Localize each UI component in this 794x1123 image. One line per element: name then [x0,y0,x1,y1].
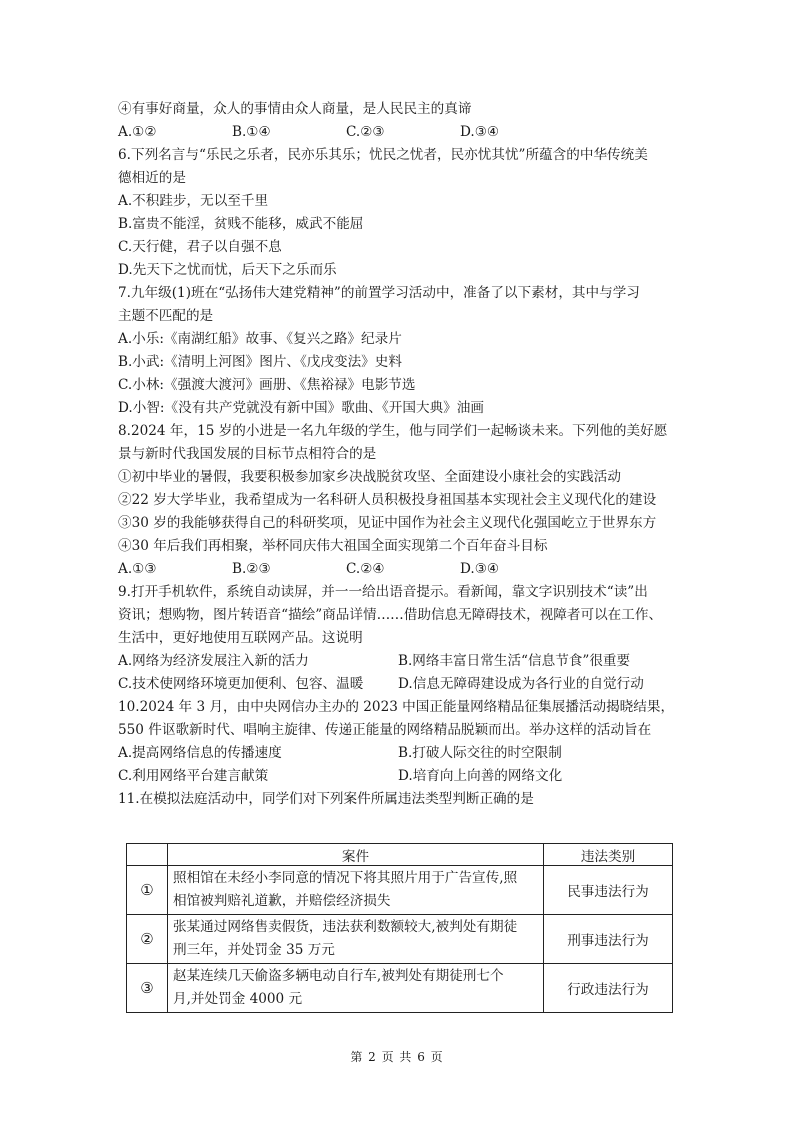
table-header-num [127,844,168,866]
case-table [126,843,673,1013]
q8-item-3: ③30 岁的我能够获得自己的科研奖项，见证中国作为社会主义现代化强国屹立于世界东方 [118,515,657,531]
case-line: 相馆被判赔礼道歉，并赔偿经济损失 [173,893,391,909]
row-number: ② [127,915,168,964]
q6-stem-line: 德相近的是 [118,170,186,186]
q6-stem-line: 6.下列名言与“乐民之乐者，民亦乐其乐；忧民之忧者，民亦忧其忧”所蕴含的中华传统美 [118,147,648,163]
case-description [168,866,544,915]
q9-stem-line: 资讯；想购物，图片转语音“描绘”商品详情……借助信息无障碍技术，视障者可以在工作、 [118,607,663,623]
question-content [118,98,678,811]
q10-stem-line: 10.2024 年 3 月，由中央网信办主办的 2023 中国正能量网络精品征集展播活动揭晓结果， [118,699,675,715]
q7-option-a: A.小乐:《南湖红船》故事、《复兴之路》纪录片 [118,331,402,347]
table-row [127,964,673,1013]
row-number: ① [127,866,168,915]
q7-option-d: D.小智:《没有共产党就没有新中国》歌曲、《开国大典》油画 [118,400,484,416]
q8-stem-line: 景与新时代我国发展的目标节点相符合的是 [118,446,377,462]
q8-choice-b: B.②③ [232,561,271,577]
q6-option-d: D.先天下之忧而忧，后天下之乐而乐 [118,262,337,278]
page-number-footer: 第 2 页 共 6 页 [350,1050,444,1064]
violation-type: 刑事违法行为 [544,915,673,964]
q10-option-a: A.提高网络信息的传播速度 [118,745,282,761]
q5-choices [118,121,678,144]
q10-option-c: C.利用网络平台建言献策 [118,768,269,784]
violation-type: 民事违法行为 [544,866,673,915]
case-description [168,964,544,1013]
q9-option-d: D.信息无障碍建设成为各行业的自觉行动 [398,676,644,692]
q7-stem-line: 7.九年级(1)班在“弘扬伟大建党精神”的前置学习活动中，准备了以下素材，其中与学习 [118,285,640,301]
q8-choice-d: D.③④ [460,561,500,577]
q5-choice-b: B.①④ [232,124,271,140]
case-line: 赵某连续几天偷盗多辆电动自行车,被判处有期徒刑七个 [173,968,504,984]
q8-choice-c: C.②④ [346,561,385,577]
violation-type: 行政违法行为 [544,964,673,1013]
q9-options-row [118,673,678,696]
q10-stem-line: 550 件讴歌新时代、唱响主旋律、传递正能量的网络精品脱颖而出。举办这样的活动旨在 [118,722,652,738]
q7-option-b: B.小武:《清明上河图》图片、《戊戌变法》史料 [118,354,402,370]
q7-option-c: C.小林:《强渡大渡河》画册、《焦裕禄》电影节选 [118,377,416,393]
q5-option-4: ④有事好商量，众人的事情由众人商量，是人民民主的真谛 [118,101,472,117]
q10-options-row [118,742,678,765]
q8-item-2: ②22 岁大学毕业，我希望成为一名科研人员积极投身祖国基本实现社会主义现代化的建设 [118,492,657,508]
q5-choice-d: D.③④ [460,124,500,140]
table-row [127,866,673,915]
q6-option-b: B.富贵不能淫，贫贱不能移，威武不能屈 [118,216,364,232]
table-header-row [127,844,673,866]
q11-stem: 11.在模拟法庭活动中，同学们对下列案件所属违法类型判断正确的是 [118,791,534,807]
q7-stem-line: 主题不匹配的是 [118,308,214,324]
q10-options-row [118,765,678,788]
q8-choice-a: A.①③ [118,561,157,577]
table-header-type: 违法类别 [544,844,673,866]
q9-option-a: A.网络为经济发展注入新的活力 [118,653,309,669]
case-line: 月,并处罚金 4000 元 [173,991,303,1007]
table-header-case: 案件 [168,844,544,866]
q10-option-d: D.培育向上向善的网络文化 [398,768,563,784]
q9-options-row [118,650,678,673]
q8-choices [118,558,678,581]
q5-choice-a: A.①② [118,124,157,140]
case-description [168,915,544,964]
case-line: 张某通过网络售卖假货，违法获利数额较大,被判处有期徒 [173,919,518,935]
q8-item-1: ①初中毕业的暑假，我要积极参加家乡决战脱贫攻坚、全面建设小康社会的实践活动 [118,469,621,485]
q6-option-a: A.不积跬步，无以至千里 [118,193,269,209]
q9-stem-line: 9.打开手机软件，系统自动读屏，并一一给出语音提示。看新闻，靠文字识别技术“读”出 [118,584,648,600]
q8-stem-line: 8.2024 年，15 岁的小进是一名九年级的学生，他与同学们一起畅谈未来。下列他的美好愿 [118,423,668,439]
q9-option-b: B.网络丰富日常生活“信息节食”很重要 [398,653,631,669]
q5-choice-c: C.②③ [346,124,385,140]
row-number: ③ [127,964,168,1013]
table-row [127,915,673,964]
q9-option-c: C.技术使网络环境更加便利、包容、温暖 [118,676,364,692]
q6-option-c: C.天行健，君子以自强不息 [118,239,282,255]
q10-option-b: B.打破人际交往的时空限制 [398,745,562,761]
q9-stem-line: 生活中，更好地使用互联网产品。这说明 [118,630,363,646]
case-line: 刑三年，并处罚金 35 万元 [173,942,335,958]
case-line: 照相馆在未经小李同意的情况下将其照片用于广告宣传,照 [173,870,518,886]
q8-item-4: ④30 年后我们再相聚，举杯同庆伟大祖国全面实现第二个百年奋斗目标 [118,538,548,554]
